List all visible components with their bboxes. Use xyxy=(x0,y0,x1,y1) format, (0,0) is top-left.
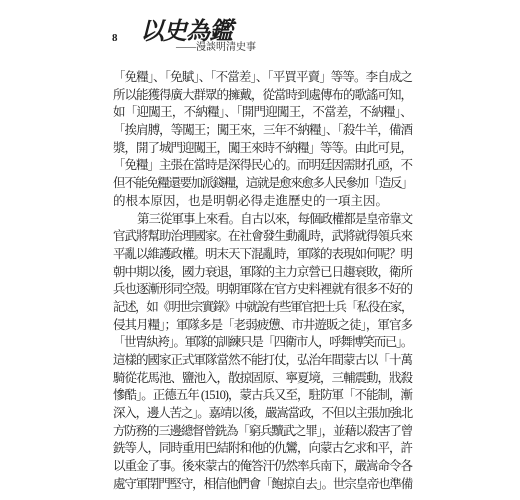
text-line: 兵也逐漸形同空殼。明朝軍隊在官方史料裡就有很多不好的 xyxy=(113,282,412,297)
text-line: 慘酷」。正德五年 (1510)，蒙古兵又至，駐防軍「不能制，漸 xyxy=(113,388,412,403)
paragraph-start-line: 第三從軍事上來看。自古以來，每個政權都是皇帝靠文 xyxy=(137,211,412,226)
text-line: 漿，開了城門迎闖王，闖王來時不納糧」等等。由此可見， xyxy=(113,140,412,155)
text-line: 侵其月糧」；軍隊多是「老弱疲憊、市井遊販之徒」，軍官多 xyxy=(113,317,412,332)
text-line: 「挨肩膊，等闖王；闖王來，三年不納糧」、「殺牛羊，備酒 xyxy=(113,123,412,138)
book-title: 以史為鑑 xyxy=(140,19,232,45)
text-line: 這樣的國家正式軍隊當然不能打仗，弘治年間蒙古以「十萬 xyxy=(113,353,412,367)
text-line: 「免糧」、「免賦」、「不當差」、「平買平賣」等等。李自成之 xyxy=(113,70,412,84)
text-line: 騎從花馬池、鹽池入，散掠固原、寧夏境，三輔震動，戕殺 xyxy=(113,370,412,385)
text-line: 官武將幫助治理國家。在社會發生動亂時，武將就得領兵來 xyxy=(113,229,412,244)
text-line: 所以能獲得廣大群眾的擁戴，從當時到處傳布的歌謠可知， xyxy=(113,87,412,102)
text-line: 朝中期以後，國力衰退，軍隊的主力京營已日趨衰敗，衛所 xyxy=(113,264,412,279)
body-text xyxy=(113,69,412,494)
paragraph-end-line: 的根本原因，也是明朝必得走進歷史的一項主因。 xyxy=(113,193,389,208)
text-line: 但不能免糧還要加派錢糧，這就是愈來愈多人民參加「造反」 xyxy=(113,176,412,191)
text-line: 「免糧」主張在當時是深得民心的。而明廷因需財孔亟，不 xyxy=(113,158,412,173)
text-line: 記述，如《明世宗實錄》中就說有些軍官把士兵「私役在家， xyxy=(113,299,412,314)
text-line: 平亂以維護政權。明末天下混亂時，軍隊的表現如何呢？明 xyxy=(113,246,412,261)
text-line: 「世胄紈袴」。軍隊的訓練只是「四衛市人，呼舞博笑而已」。 xyxy=(113,335,412,350)
text-line: 如「迎闖王，不納糧」、「開門迎闖王，不當差，不納糧」、 xyxy=(113,105,412,120)
text-line: 銑等人，同時重用巴結附和他的仇鸞，向蒙古乞求和平，許 xyxy=(113,441,412,456)
book-subtitle: ——漫談明清史事 xyxy=(176,42,256,53)
page-number: 8 xyxy=(112,32,118,44)
text-line: 深入，邊人苦之」。嘉靖以後，嚴嵩當政，不但以主張加強北 xyxy=(113,406,412,421)
text-line: 方防務的三邊總督曾銑為「窮兵黷武之罪」，並藉以殺害了曾 xyxy=(113,423,412,438)
text-line: 處守軍閉門堅守，相信他們會「飽掠自去」。世宗皇帝也準備 xyxy=(113,476,412,491)
text-line: 以重金了事。後來蒙古的俺答汗仍然率兵南下，嚴嵩命令各 xyxy=(113,459,412,474)
